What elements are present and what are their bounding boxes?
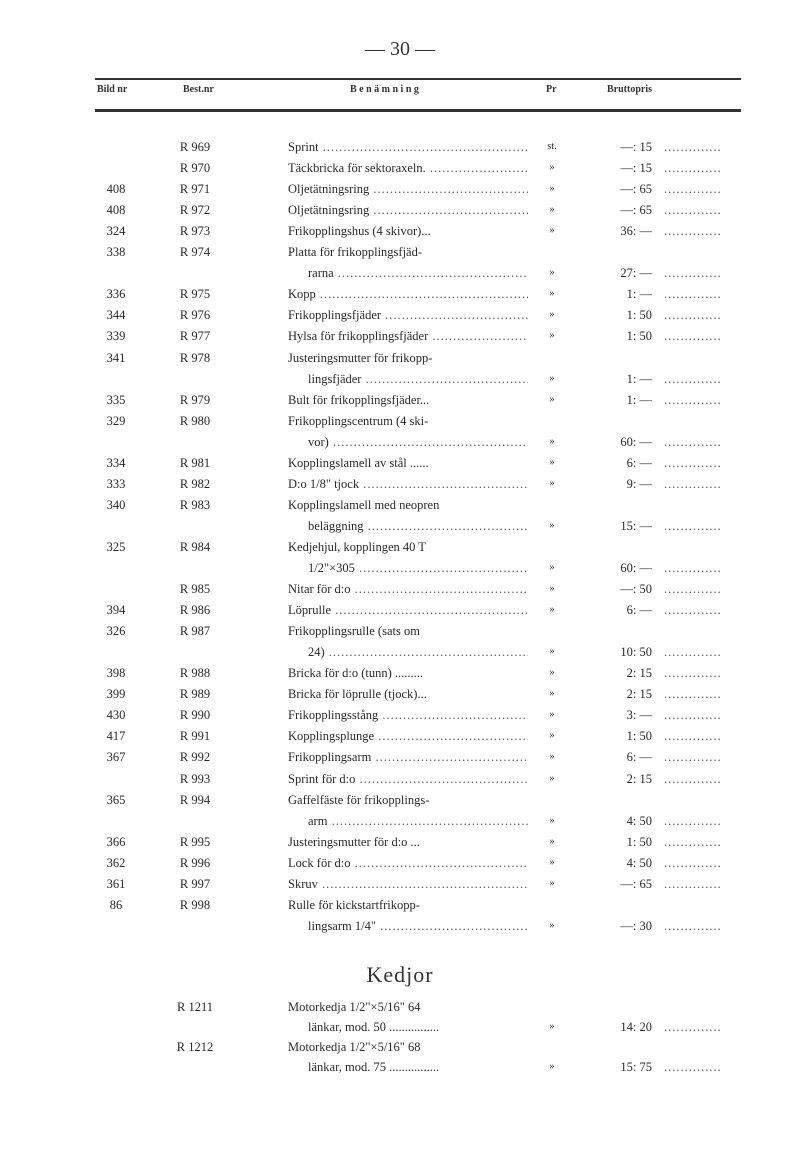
part-name: Frikopplingsrulle (sats om	[288, 624, 420, 639]
bild-number: 329	[106, 413, 126, 428]
part-name: Sprint .....	[288, 137, 528, 157]
gross-price: 15: 75	[620, 1060, 652, 1074]
part-name: Frikopplingsstång .....	[288, 705, 528, 725]
header-pr: Pr	[546, 84, 557, 95]
part-name: Kopp .....	[288, 284, 528, 304]
part-name: 1/2"×305 .....	[308, 558, 528, 578]
price-leader: ..............	[664, 729, 722, 744]
gross-price: 1: —	[626, 287, 652, 302]
gross-price: 60: —	[620, 561, 652, 575]
table-row	[0, 1017, 800, 1037]
bild-number: 365	[106, 792, 126, 807]
table-row	[0, 1037, 800, 1057]
price-leader: ..............	[664, 308, 722, 323]
price-leader: ..............	[664, 687, 722, 702]
gross-price: 14: 20	[620, 1020, 652, 1034]
gross-price: 1: —	[626, 392, 652, 407]
price-leader: ..............	[664, 266, 722, 281]
price-leader: ..............	[664, 434, 722, 449]
order-number: R 994	[179, 792, 211, 807]
part-name: 24) .....	[308, 642, 528, 662]
gross-price: —: 65	[620, 182, 652, 197]
part-name: Motorkedja 1/2"×5/16" 64	[288, 1000, 421, 1014]
table-row	[0, 1057, 800, 1077]
bild-number: 399	[106, 687, 126, 702]
order-number: R 978	[179, 350, 211, 365]
order-number: R 982	[179, 476, 211, 491]
order-number: R 979	[179, 392, 211, 407]
unit: »	[549, 372, 555, 384]
unit: »	[549, 267, 555, 279]
header-best-nr: Best.nr	[183, 84, 214, 95]
part-name: Kedjehjul, kopplingen 40 T	[288, 539, 426, 554]
part-name: Justeringsmutter för d:o ...	[288, 834, 420, 849]
order-number: R 971	[179, 182, 211, 197]
bild-number: 336	[106, 287, 126, 302]
unit: »	[549, 183, 555, 195]
unit: »	[549, 456, 555, 468]
price-leader: ..............	[664, 750, 722, 765]
part-name: Kopplingsplunge .....	[288, 726, 528, 746]
part-name: Platta för frikopplingsfjäd-	[288, 245, 422, 260]
part-name: Lock för d:o .....	[288, 853, 528, 873]
bild-number: 417	[106, 729, 126, 744]
bild-number: 334	[106, 455, 126, 470]
part-name: Bult för frikopplingsfjäder...	[288, 392, 430, 407]
bild-number: 335	[106, 392, 126, 407]
gross-price: 1: —	[626, 371, 652, 386]
order-number: R 980	[179, 413, 211, 428]
gross-price: 36: —	[620, 224, 652, 239]
part-name: rarna .....	[308, 263, 528, 283]
gross-price: 6: —	[626, 603, 652, 618]
price-leader: ..............	[664, 771, 722, 786]
unit: »	[549, 877, 555, 889]
gross-price: 4: 50	[626, 813, 652, 828]
unit: »	[549, 562, 555, 573]
part-name: lingsfjäder .....	[308, 369, 528, 389]
bild-number: 344	[106, 308, 126, 323]
price-leader: ..............	[664, 582, 722, 597]
order-number: R 996	[179, 855, 211, 870]
price-leader: ..............	[664, 666, 722, 681]
order-number: R 969	[179, 140, 211, 154]
bild-number: 340	[106, 497, 126, 512]
unit: st.	[547, 141, 557, 152]
price-leader: ..............	[664, 161, 722, 176]
part-name: Frikopplingsarm .....	[288, 747, 528, 767]
part-name: Oljetätningsring .....	[288, 179, 528, 199]
gross-price: 2: 15	[626, 666, 652, 681]
order-number: R 993	[179, 771, 211, 786]
part-name: Nitar för d:o .....	[288, 579, 528, 599]
gross-price: —: 15	[620, 161, 652, 176]
price-leader: ..............	[664, 392, 722, 407]
order-number: R 973	[179, 224, 211, 239]
part-name: Gaffelfäste för frikopplings-	[288, 792, 430, 807]
part-name: beläggning .....	[308, 516, 528, 536]
unit: »	[549, 288, 555, 300]
gross-price: —: 65	[620, 203, 652, 218]
part-name: Löprulle .....	[288, 600, 528, 620]
gross-price: 15: —	[620, 518, 652, 533]
bild-number: 362	[106, 855, 126, 870]
unit: »	[549, 309, 555, 321]
price-leader: ..............	[664, 329, 722, 344]
order-number: R 974	[179, 245, 211, 260]
price-leader: ..............	[664, 224, 722, 239]
price-leader: ..............	[664, 1020, 722, 1034]
price-leader: ..............	[664, 645, 722, 660]
part-name: Motorkedja 1/2"×5/16" 68	[288, 1040, 421, 1054]
header-benamning: Benämning	[350, 84, 422, 95]
unit: »	[549, 814, 555, 826]
part-name: Bricka för d:o (tunn) .........	[288, 666, 424, 681]
unit: »	[549, 919, 555, 931]
part-name: Skruv .....	[288, 874, 528, 894]
gross-price: 27: —	[620, 266, 652, 281]
unit: »	[549, 1021, 555, 1032]
part-name: Täckbricka för sektoraxeln. .....	[288, 158, 528, 178]
price-leader: ..............	[664, 813, 722, 828]
unit: »	[549, 688, 555, 700]
price-leader: ..............	[664, 140, 722, 154]
price-leader: ..............	[664, 287, 722, 302]
price-leader: ..............	[664, 203, 722, 218]
part-name: Justeringsmutter för frikopp-	[288, 350, 433, 365]
part-name: D:o 1/8" tjock .....	[288, 474, 528, 494]
order-number: R 983	[179, 497, 211, 512]
gross-price: 2: 15	[626, 687, 652, 702]
order-number: R 976	[179, 308, 211, 323]
part-name: Rulle för kickstartfrikopp-	[288, 897, 420, 912]
gross-price: —: 50	[620, 582, 652, 597]
price-leader: ..............	[664, 182, 722, 197]
gross-price: —: 30	[620, 918, 652, 933]
bild-number: 394	[106, 603, 126, 618]
unit: »	[549, 204, 555, 216]
part-name: Frikopplingscentrum (4 ski-	[288, 413, 429, 428]
price-leader: ..............	[664, 455, 722, 470]
gross-price: 3: —	[626, 708, 652, 723]
order-number: R 997	[179, 876, 211, 891]
unit: »	[549, 856, 555, 868]
bild-number: 367	[106, 750, 126, 765]
unit: »	[549, 477, 555, 489]
header-bruttopris: Bruttopris	[607, 84, 652, 95]
gross-price: 2: 15	[626, 771, 652, 786]
order-number: R 970	[179, 161, 211, 176]
part-name: Hylsa för frikopplingsfjäder .....	[288, 326, 528, 346]
page-number: — 30 —	[365, 38, 435, 60]
gross-price: 9: —	[626, 476, 652, 491]
bild-number: 333	[106, 476, 126, 491]
unit: »	[549, 604, 555, 616]
part-name: Sprint för d:o .....	[288, 769, 528, 789]
part-name: Bricka för löprulle (tjock)...	[288, 687, 427, 702]
part-name: Oljetätningsring .....	[288, 200, 528, 220]
part-name: Frikopplingsfjäder .....	[288, 305, 528, 325]
bild-number: 325	[106, 539, 126, 554]
unit: »	[549, 330, 555, 342]
bild-number: 324	[106, 224, 126, 239]
unit: »	[549, 709, 555, 721]
price-leader: ..............	[664, 371, 722, 386]
price-leader: ..............	[664, 708, 722, 723]
unit: »	[549, 646, 555, 658]
bild-number: 338	[106, 245, 126, 260]
order-number: R 991	[179, 729, 211, 744]
bild-number: 86	[109, 897, 123, 912]
price-leader: ..............	[664, 855, 722, 870]
order-number: R 995	[179, 834, 211, 849]
part-name: Kopplingslamell av stål ......	[288, 455, 429, 470]
gross-price: 6: —	[626, 750, 652, 765]
bild-number: 398	[106, 666, 126, 681]
price-leader: ..............	[664, 834, 722, 849]
unit: »	[549, 162, 555, 174]
unit: »	[549, 1061, 555, 1072]
unit: »	[549, 667, 555, 679]
unit: »	[549, 393, 555, 405]
bild-number: 408	[106, 203, 126, 218]
price-leader: ..............	[664, 476, 722, 491]
price-leader: ..............	[664, 876, 722, 891]
unit: »	[549, 583, 555, 595]
gross-price: 6: —	[626, 455, 652, 470]
order-number: R 1212	[176, 1040, 214, 1054]
unit: »	[549, 435, 555, 447]
bild-number: 430	[106, 708, 126, 723]
order-number: R 985	[179, 582, 211, 597]
bild-number: 361	[106, 876, 126, 891]
unit: »	[549, 225, 555, 237]
bild-number: 326	[106, 624, 126, 639]
bild-number: 408	[106, 182, 126, 197]
gross-price: —: 15	[620, 140, 652, 154]
gross-price: 60: —	[620, 434, 652, 449]
unit: »	[549, 751, 555, 763]
bild-number: 341	[106, 350, 126, 365]
price-leader: ..............	[664, 1060, 722, 1074]
gross-price: 1: 50	[626, 834, 652, 849]
order-number: R 986	[179, 603, 211, 618]
unit: »	[549, 730, 555, 742]
order-number: R 988	[179, 666, 211, 681]
price-leader: ..............	[664, 561, 722, 575]
order-number: R 975	[179, 287, 211, 302]
order-number: R 972	[179, 203, 211, 218]
part-name: arm .....	[308, 811, 528, 831]
order-number: R 981	[179, 455, 211, 470]
gross-price: 1: 50	[626, 729, 652, 744]
bild-number: 339	[106, 329, 126, 344]
order-number: R 989	[179, 687, 211, 702]
unit: »	[549, 519, 555, 531]
header-bild-nr: Bild nr	[97, 84, 128, 95]
table-row	[0, 997, 800, 1017]
order-number: R 977	[179, 329, 211, 344]
gross-price: 10: 50	[620, 645, 652, 660]
unit: »	[549, 835, 555, 847]
gross-price: 1: 50	[626, 329, 652, 344]
bild-number: 366	[106, 834, 126, 849]
price-leader: ..............	[664, 603, 722, 618]
part-name: Kopplingslamell med neopren	[288, 497, 440, 512]
part-name: lingsarm 1/4" .....	[308, 916, 528, 936]
order-number: R 987	[179, 624, 211, 639]
price-leader: ..............	[664, 918, 722, 933]
price-leader: ..............	[664, 518, 722, 533]
order-number: R 992	[179, 750, 211, 765]
part-name: länkar, mod. 50 ................	[308, 1020, 440, 1034]
part-name: vor) .....	[308, 432, 528, 452]
section-title-kedjor: Kedjor	[366, 962, 434, 987]
order-number: R 984	[179, 539, 211, 554]
gross-price: —: 65	[620, 876, 652, 891]
order-number: R 990	[179, 708, 211, 723]
order-number: R 1211	[177, 1000, 213, 1014]
gross-price: 4: 50	[626, 855, 652, 870]
part-name: länkar, mod. 75 ................	[308, 1060, 440, 1074]
unit: »	[549, 772, 555, 784]
part-name: Frikopplingshus (4 skivor)...	[288, 224, 431, 239]
order-number: R 998	[179, 897, 211, 912]
gross-price: 1: 50	[626, 308, 652, 323]
